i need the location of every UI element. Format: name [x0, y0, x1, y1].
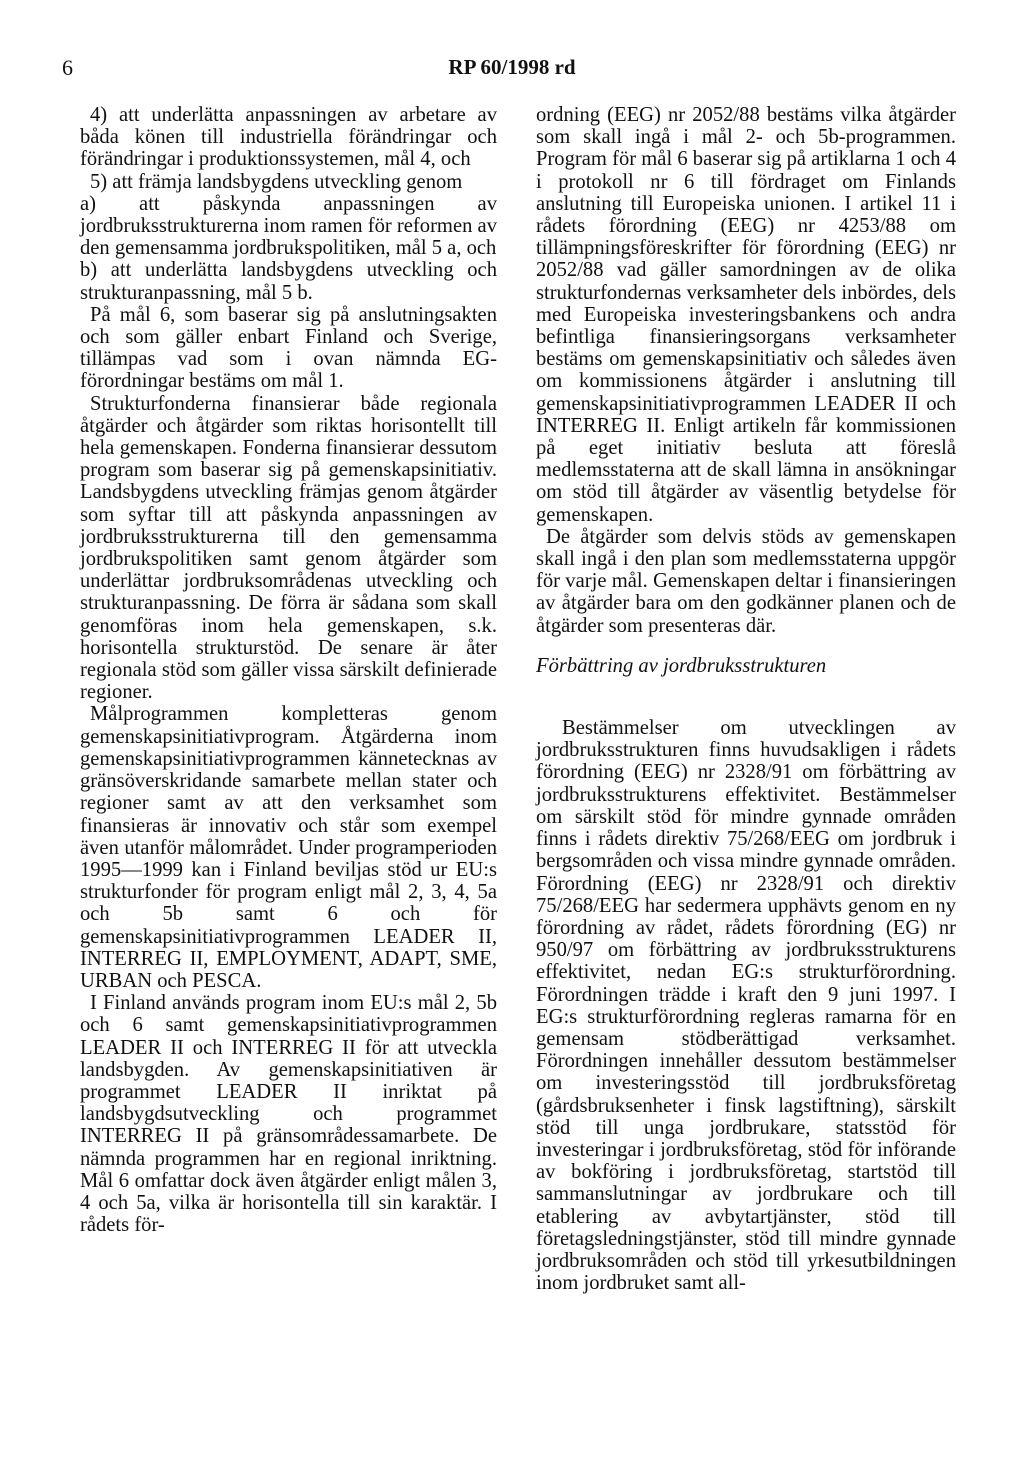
paragraph: 5) att främja landsbygdens utveckling genom	[90, 170, 463, 193]
section-heading: Förbättring av jordbruksstrukturen	[536, 654, 827, 677]
page-header	[0, 55, 1024, 85]
paragraph: På mål 6, som baserar sig på anslutningsakten och som gäller enbart Finland och Sverige, tillämpas vad som i ovan nämnda EG-förordningar bestäms om mål 1.	[80, 303, 497, 393]
paragraph: a) att påskynda anpassningen av jordbruksstrukturerna inom ramen för reformen av den gemensamma jordbrukspolitiken, mål 5 a, och	[80, 192, 497, 260]
left-column	[80, 104, 497, 1236]
paragraph: Målprogrammen kompletteras genom gemenskapsinitiativprogram. Åtgärderna inom gemenskapsinitiativprogrammen kännetecknas av gränsöverskridande samarbete mellan stater och regioner samt av att den verksamhet som finansieras är innovativ och står som exempel även utanför målområdet. Under programperioden 1995—1999 kan i Finland beviljas stöd ur EU:s strukturfonder för program enligt mål 2, 3, 4, 5a och 5b samt 6 och för gemenskapsinitiativprogrammen LEADER II, INTERREG II, EMPLOYMENT, ADAPT, SME, URBAN och PESCA.	[80, 703, 497, 992]
paragraph: Strukturfonderna finansierar både regionala åtgärder och åtgärder som riktas horisontellt till hela gemenskapen. Fonderna finansierar dessutom program som baserar sig på gemenskapsinitiativ. Landsbygdens utveckling främjas genom åtgärder som syftar till att påskynda anpassningen av jordbruksstrukturerna till den gemensamma jordbrukspolitiken samt genom åtgärder som underlättar jordbruksområdenas utveckling och strukturanpassning. De förra är sådana som skall genomföras inom hela gemenskapen, s.k. horisontella strukturstöd. De senare är åter regionala stöd som gäller vissa särskilt definierade regioner.	[80, 392, 497, 704]
paragraph: ordning (EEG) nr 2052/88 bestäms vilka åtgärder som skall ingå i mål 2- och 5b-programmen. Program för mål 6 baserar sig på artiklarna 1 och 4 i protokoll nr 6 till fördraget om Finlands anslutning till Europeiska unionen. I artikel 11 i rådets förordning (EEG) nr 4253/88 om tillämpningsföreskrifter för förordning (EEG) nr 2052/88 vad gäller samordningen av de olika strukturfondernas verksamheter dels inbördes, dels med Europeiska investeringsbankens och andra befintliga finansieringsorgans verksamheter bestäms om gemenskapsinitiativ och således även om kommissionens åtgärder i anslutning till gemenskapsinitiativprogrammen LEADER II och INTERREG II. Enligt artikeln får kommissionen på eget initiativ besluta att föreslå medlemsstaterna att de skall lämna in ansökningar om stöd till åtgärder av väsentlig betydelse för gemenskapen.	[536, 104, 956, 526]
page-number: 6	[62, 55, 73, 80]
paragraph: Bestämmelser om utvecklingen av jordbruksstrukturen finns huvudsakligen i rådets förordning (EEG) nr 2328/91 om förbättring av jordbruksstrukturens effektivitet. Bestämmelser om särskilt stöd för mindre gynnade områden finns i rådets direktiv 75/268/EEG om jordbruk i bergsområden och vissa mindre gynnade områden. Förordning (EEG) nr 2328/91 och direktiv 75/268/EEG har sedermera upphävts genom en ny förordning av rådet, rådets förordning (EG) nr 950/97 om förbättring av jordbruksstrukturens effektivitet, nedan EG:s strukturförordning. Förordningen trädde i kraft den 9 juni 1997. I EG:s strukturförordning regleras ramarna för en gemensam stödberättigad verksamhet. Förordningen innehåller dessutom bestämmelser om investeringsstöd till jordbruksföretag (gårdsbruksenheter i finsk lagstiftning), särskilt stöd till unga jordbrukare, statsstöd för investeringar i jordbruksföretag, stöd för införande av bokföring i jordbruksföretag, startstöd till sammanslutningar av jordbrukare och till etablering av avbytartjänster, stöd till företagsledningstjänster, stöd till mindre gynnade jordbruksområden och stöd till yrkesutbildningen inom jordbruket samt all-	[536, 717, 956, 1295]
paragraph: I Finland används program inom EU:s mål 2, 5b och 6 samt gemenskapsinitiativprogrammen LEADER II och INTERREG II för att utveckla landsbygden. Av gemenskapsinitiativen är programmet LEADER II inriktat på landsbygdsutveckling och programmet INTERREG II på gränsområdessamarbete. De nämnda programmen har en regional inriktning. Mål 6 omfattar dock även åtgärder enligt målen 3, 4 och 5a, vilka är horisontella till sin karaktär. I rådets för-	[80, 992, 497, 1237]
right-column	[536, 104, 956, 1294]
running-head: RP 60/1998 rd	[448, 55, 576, 79]
paragraph: 4) att underlätta anpassningen av arbetare av båda könen till industriella förändringar och förändringar i produktionssystemen, mål 4, och	[80, 104, 497, 171]
paragraph: De åtgärder som delvis stöds av gemenskapen skall ingå i den plan som medlemsstaterna uppgör för varje mål. Gemenskapen deltar i finansieringen av åtgärder bara om den godkänner planen och de åtgärder som presenteras där.	[536, 525, 956, 637]
paragraph: b) att underlätta landsbygdens utveckling och strukturanpassning, mål 5 b.	[80, 259, 497, 304]
